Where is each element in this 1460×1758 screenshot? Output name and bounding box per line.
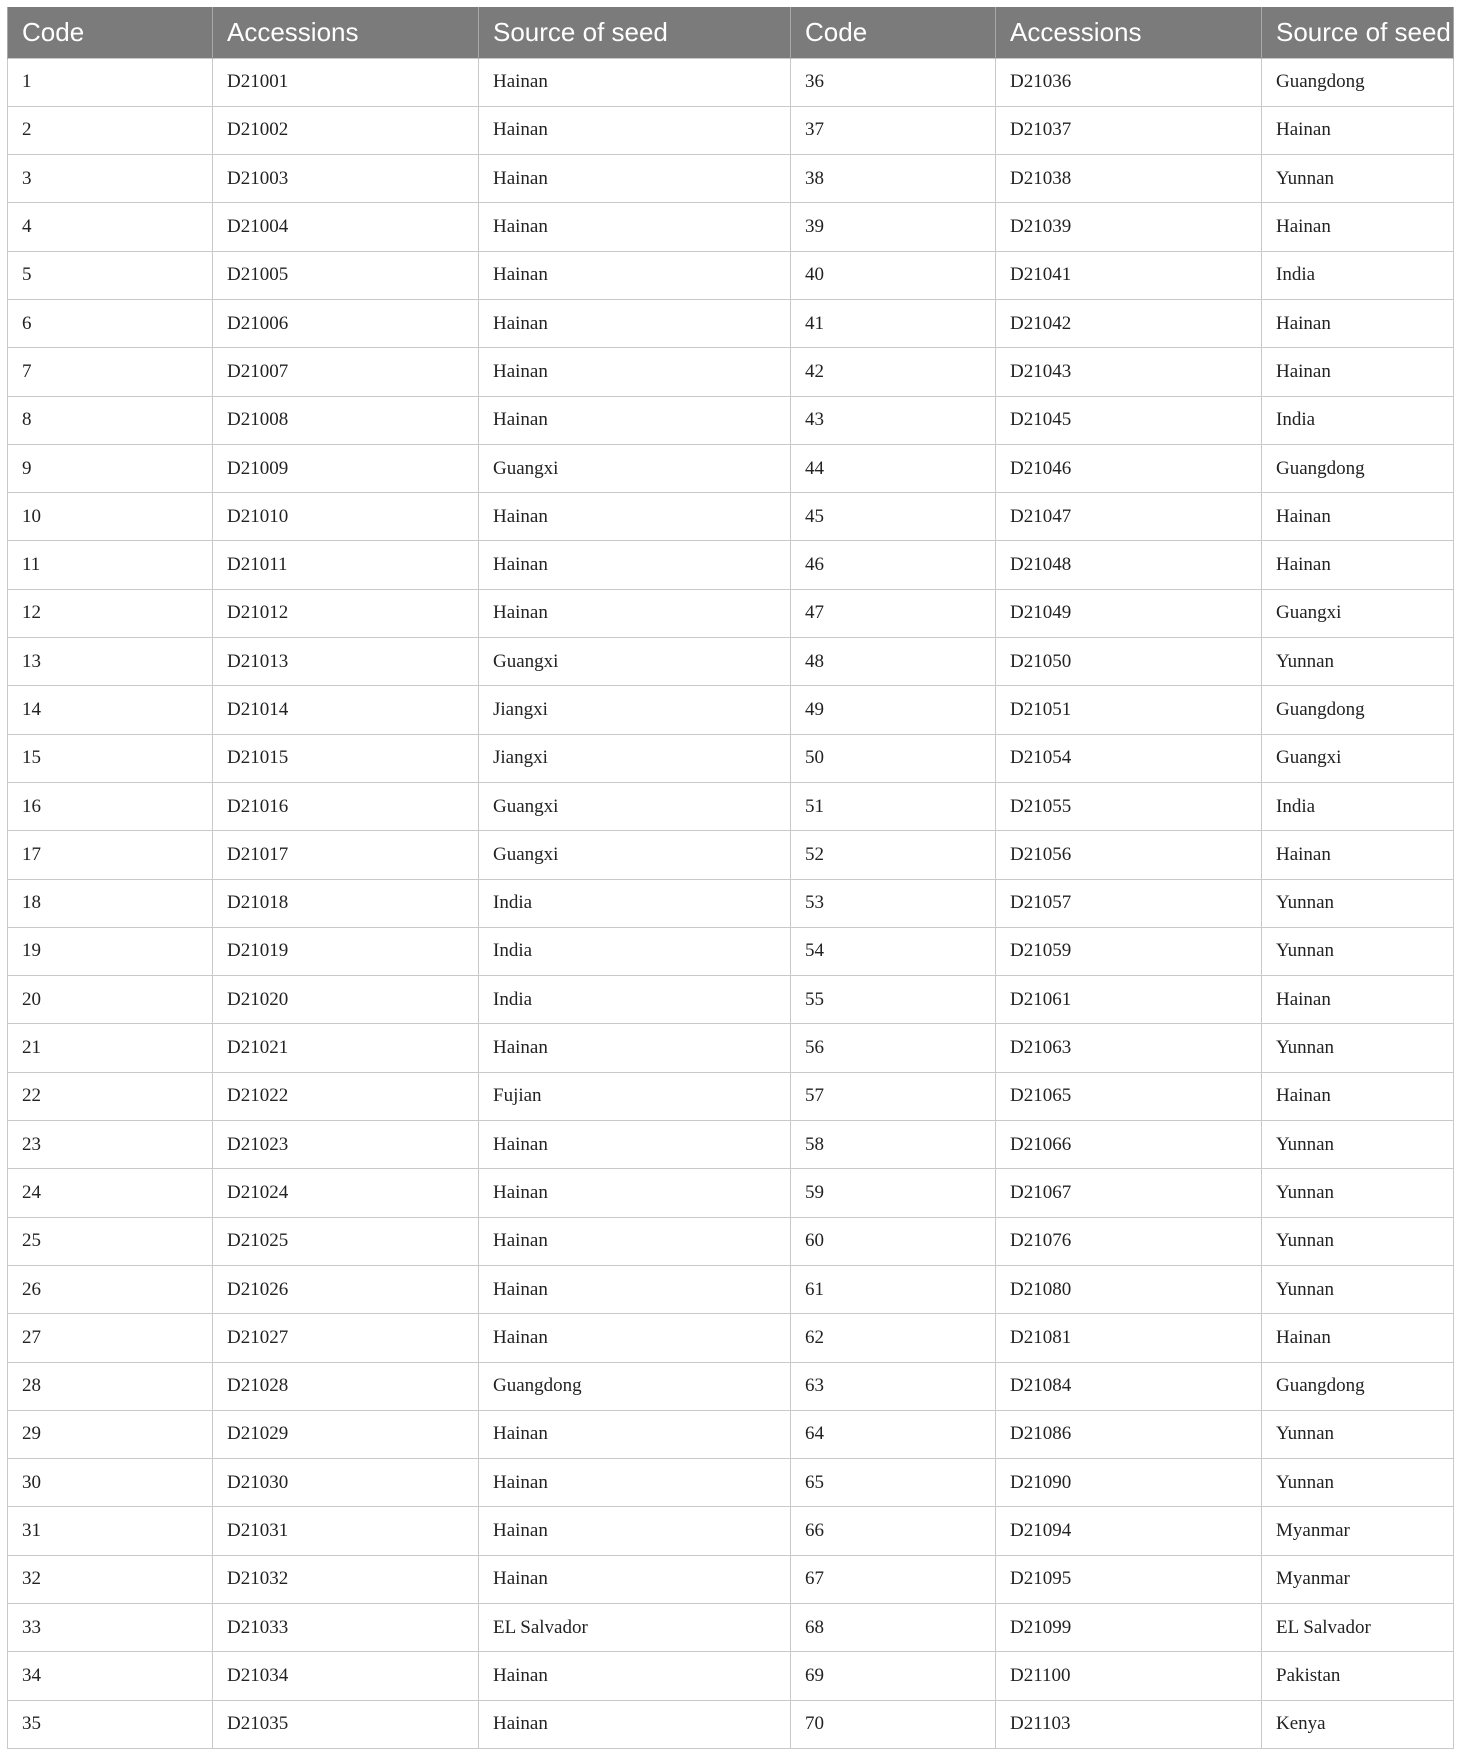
cell-source-of-seed: Yunnan <box>1262 638 1454 686</box>
cell-accession: D21055 <box>996 782 1262 830</box>
cell-code: 23 <box>8 1121 213 1169</box>
table-row <box>8 734 1454 782</box>
cell-code: 69 <box>791 1652 996 1700</box>
cell-code: 52 <box>791 831 996 879</box>
cell-code: 54 <box>791 927 996 975</box>
cell-source-of-seed: Yunnan <box>1262 1217 1454 1265</box>
cell-accession: D21017 <box>213 831 479 879</box>
cell-accession: D21028 <box>213 1362 479 1410</box>
cell-source-of-seed: Yunnan <box>1262 1459 1454 1507</box>
cell-code: 45 <box>791 493 996 541</box>
cell-code: 57 <box>791 1072 996 1120</box>
cell-accession: D21008 <box>213 396 479 444</box>
cell-accession: D21059 <box>996 927 1262 975</box>
cell-accession: D21038 <box>996 155 1262 203</box>
cell-source-of-seed: Fujian <box>479 1072 791 1120</box>
cell-source-of-seed: Guangxi <box>479 638 791 686</box>
cell-accession: D21042 <box>996 299 1262 347</box>
cell-accession: D21010 <box>213 493 479 541</box>
cell-accession: D21039 <box>996 203 1262 251</box>
table-row <box>8 927 1454 975</box>
cell-code: 32 <box>8 1555 213 1603</box>
cell-code: 38 <box>791 155 996 203</box>
cell-accession: D21003 <box>213 155 479 203</box>
cell-accession: D21061 <box>996 976 1262 1024</box>
cell-source-of-seed: Yunnan <box>1262 1121 1454 1169</box>
cell-source-of-seed: Hainan <box>1262 541 1454 589</box>
cell-source-of-seed: Hainan <box>479 1169 791 1217</box>
cell-source-of-seed: Hainan <box>1262 106 1454 154</box>
cell-code: 11 <box>8 541 213 589</box>
cell-code: 28 <box>8 1362 213 1410</box>
cell-source-of-seed: Hainan <box>1262 493 1454 541</box>
cell-accession: D21066 <box>996 1121 1262 1169</box>
table-row <box>8 879 1454 927</box>
cell-code: 60 <box>791 1217 996 1265</box>
cell-source-of-seed: Hainan <box>479 1700 791 1748</box>
cell-source-of-seed: Guangdong <box>1262 686 1454 734</box>
cell-accession: D21005 <box>213 251 479 299</box>
cell-code: 18 <box>8 879 213 927</box>
table-row <box>8 1459 1454 1507</box>
cell-source-of-seed: India <box>1262 251 1454 299</box>
cell-source-of-seed: Hainan <box>479 493 791 541</box>
cell-code: 49 <box>791 686 996 734</box>
cell-accession: D21021 <box>213 1024 479 1072</box>
cell-accession: D21009 <box>213 444 479 492</box>
header-source-of-seed: Source of seed <box>1262 7 1454 58</box>
table-row <box>8 1410 1454 1458</box>
table-row <box>8 203 1454 251</box>
table-row <box>8 155 1454 203</box>
cell-accession: D21043 <box>996 348 1262 396</box>
cell-accession: D21041 <box>996 251 1262 299</box>
cell-code: 51 <box>791 782 996 830</box>
cell-code: 4 <box>8 203 213 251</box>
cell-code: 53 <box>791 879 996 927</box>
cell-accession: D21011 <box>213 541 479 589</box>
header-source-of-seed: Source of seed <box>479 7 791 58</box>
cell-accession: D21001 <box>213 58 479 106</box>
cell-code: 62 <box>791 1314 996 1362</box>
cell-source-of-seed: Hainan <box>479 299 791 347</box>
cell-code: 17 <box>8 831 213 879</box>
cell-code: 13 <box>8 638 213 686</box>
cell-source-of-seed: Hainan <box>1262 831 1454 879</box>
cell-code: 8 <box>8 396 213 444</box>
cell-source-of-seed: Hainan <box>479 541 791 589</box>
cell-code: 61 <box>791 1265 996 1313</box>
cell-source-of-seed: Myanmar <box>1262 1507 1454 1555</box>
table-row <box>8 1652 1454 1700</box>
cell-accession: D21094 <box>996 1507 1262 1555</box>
cell-accession: D21067 <box>996 1169 1262 1217</box>
cell-source-of-seed: Hainan <box>479 203 791 251</box>
cell-accession: D21036 <box>996 58 1262 106</box>
table-row <box>8 686 1454 734</box>
cell-code: 12 <box>8 589 213 637</box>
cell-accession: D21100 <box>996 1652 1262 1700</box>
cell-accession: D21013 <box>213 638 479 686</box>
cell-source-of-seed: Yunnan <box>1262 879 1454 927</box>
table-row <box>8 638 1454 686</box>
cell-code: 68 <box>791 1604 996 1652</box>
cell-accession: D21056 <box>996 831 1262 879</box>
cell-accession: D21086 <box>996 1410 1262 1458</box>
cell-accession: D21032 <box>213 1555 479 1603</box>
cell-code: 1 <box>8 58 213 106</box>
table-row <box>8 396 1454 444</box>
table-row <box>8 106 1454 154</box>
cell-code: 65 <box>791 1459 996 1507</box>
cell-source-of-seed: Hainan <box>479 58 791 106</box>
cell-accession: D21006 <box>213 299 479 347</box>
cell-code: 24 <box>8 1169 213 1217</box>
cell-accession: D21019 <box>213 927 479 975</box>
cell-source-of-seed: Hainan <box>479 1121 791 1169</box>
cell-code: 48 <box>791 638 996 686</box>
cell-source-of-seed: Hainan <box>479 155 791 203</box>
table-row <box>8 1217 1454 1265</box>
cell-code: 66 <box>791 1507 996 1555</box>
cell-source-of-seed: Myanmar <box>1262 1555 1454 1603</box>
cell-source-of-seed: Hainan <box>479 1507 791 1555</box>
cell-accession: D21035 <box>213 1700 479 1748</box>
cell-accession: D21024 <box>213 1169 479 1217</box>
table-row <box>8 831 1454 879</box>
table-row <box>8 299 1454 347</box>
cell-code: 2 <box>8 106 213 154</box>
cell-code: 14 <box>8 686 213 734</box>
cell-accession: D21084 <box>996 1362 1262 1410</box>
accessions-table-container <box>7 7 1453 1749</box>
cell-code: 33 <box>8 1604 213 1652</box>
cell-accession: D21081 <box>996 1314 1262 1362</box>
cell-source-of-seed: Hainan <box>1262 976 1454 1024</box>
header-code: Code <box>8 7 213 58</box>
cell-code: 34 <box>8 1652 213 1700</box>
cell-accession: D21049 <box>996 589 1262 637</box>
table-row <box>8 1507 1454 1555</box>
cell-code: 7 <box>8 348 213 396</box>
cell-code: 27 <box>8 1314 213 1362</box>
cell-source-of-seed: Guangdong <box>1262 1362 1454 1410</box>
cell-accession: D21016 <box>213 782 479 830</box>
cell-code: 42 <box>791 348 996 396</box>
table-row <box>8 1362 1454 1410</box>
cell-accession: D21090 <box>996 1459 1262 1507</box>
cell-source-of-seed: Hainan <box>479 348 791 396</box>
cell-accession: D21030 <box>213 1459 479 1507</box>
cell-source-of-seed: Guangdong <box>1262 58 1454 106</box>
header-accessions: Accessions <box>213 7 479 58</box>
cell-accession: D21045 <box>996 396 1262 444</box>
cell-accession: D21027 <box>213 1314 479 1362</box>
cell-code: 20 <box>8 976 213 1024</box>
cell-source-of-seed: Hainan <box>479 251 791 299</box>
cell-code: 21 <box>8 1024 213 1072</box>
header-row <box>8 7 1454 58</box>
cell-source-of-seed: India <box>479 879 791 927</box>
cell-code: 35 <box>8 1700 213 1748</box>
cell-accession: D21054 <box>996 734 1262 782</box>
cell-source-of-seed: India <box>479 927 791 975</box>
cell-code: 70 <box>791 1700 996 1748</box>
table-row <box>8 976 1454 1024</box>
cell-source-of-seed: India <box>479 976 791 1024</box>
cell-source-of-seed: Hainan <box>479 1024 791 1072</box>
cell-accession: D21002 <box>213 106 479 154</box>
cell-source-of-seed: Hainan <box>1262 203 1454 251</box>
cell-accession: D21023 <box>213 1121 479 1169</box>
table-row <box>8 1169 1454 1217</box>
table-row <box>8 348 1454 396</box>
cell-code: 46 <box>791 541 996 589</box>
header-accessions: Accessions <box>996 7 1262 58</box>
table-row <box>8 1700 1454 1748</box>
cell-code: 5 <box>8 251 213 299</box>
cell-accession: D21065 <box>996 1072 1262 1120</box>
cell-code: 39 <box>791 203 996 251</box>
cell-code: 37 <box>791 106 996 154</box>
cell-source-of-seed: Yunnan <box>1262 1410 1454 1458</box>
cell-accession: D21004 <box>213 203 479 251</box>
cell-code: 16 <box>8 782 213 830</box>
cell-source-of-seed: India <box>1262 782 1454 830</box>
cell-source-of-seed: Hainan <box>1262 1314 1454 1362</box>
cell-code: 67 <box>791 1555 996 1603</box>
header-code: Code <box>791 7 996 58</box>
cell-source-of-seed: Jiangxi <box>479 734 791 782</box>
cell-code: 47 <box>791 589 996 637</box>
cell-source-of-seed: Hainan <box>479 1459 791 1507</box>
cell-source-of-seed: Hainan <box>479 1410 791 1458</box>
cell-source-of-seed: Kenya <box>1262 1700 1454 1748</box>
cell-source-of-seed: Hainan <box>479 589 791 637</box>
cell-code: 40 <box>791 251 996 299</box>
cell-source-of-seed: Guangdong <box>1262 444 1454 492</box>
cell-accession: D21025 <box>213 1217 479 1265</box>
cell-source-of-seed: Jiangxi <box>479 686 791 734</box>
cell-code: 15 <box>8 734 213 782</box>
cell-code: 44 <box>791 444 996 492</box>
cell-accession: D21014 <box>213 686 479 734</box>
cell-code: 36 <box>791 58 996 106</box>
cell-accession: D21031 <box>213 1507 479 1555</box>
cell-code: 29 <box>8 1410 213 1458</box>
table-row <box>8 58 1454 106</box>
cell-accession: D21022 <box>213 1072 479 1120</box>
cell-source-of-seed: Yunnan <box>1262 1169 1454 1217</box>
cell-accession: D21099 <box>996 1604 1262 1652</box>
table-row <box>8 1072 1454 1120</box>
cell-source-of-seed: Yunnan <box>1262 1265 1454 1313</box>
cell-source-of-seed: Hainan <box>479 1265 791 1313</box>
table-row <box>8 251 1454 299</box>
cell-code: 6 <box>8 299 213 347</box>
cell-source-of-seed: EL Salvador <box>479 1604 791 1652</box>
table-body <box>8 58 1454 1748</box>
cell-accession: D21080 <box>996 1265 1262 1313</box>
cell-source-of-seed: Guangxi <box>1262 589 1454 637</box>
cell-accession: D21046 <box>996 444 1262 492</box>
cell-code: 19 <box>8 927 213 975</box>
cell-code: 41 <box>791 299 996 347</box>
table-row <box>8 1604 1454 1652</box>
cell-source-of-seed: Hainan <box>479 1217 791 1265</box>
cell-source-of-seed: Guangxi <box>479 444 791 492</box>
cell-source-of-seed: Hainan <box>1262 1072 1454 1120</box>
table-row <box>8 493 1454 541</box>
cell-accession: D21076 <box>996 1217 1262 1265</box>
cell-source-of-seed: Guangxi <box>479 782 791 830</box>
table-row <box>8 444 1454 492</box>
table-row <box>8 1265 1454 1313</box>
cell-accession: D21012 <box>213 589 479 637</box>
table-row <box>8 1024 1454 1072</box>
cell-code: 43 <box>791 396 996 444</box>
cell-accession: D21048 <box>996 541 1262 589</box>
cell-source-of-seed: Hainan <box>1262 348 1454 396</box>
cell-code: 64 <box>791 1410 996 1458</box>
cell-source-of-seed: Guangxi <box>1262 734 1454 782</box>
cell-code: 22 <box>8 1072 213 1120</box>
cell-source-of-seed: Hainan <box>1262 299 1454 347</box>
cell-code: 3 <box>8 155 213 203</box>
table-row <box>8 541 1454 589</box>
cell-code: 26 <box>8 1265 213 1313</box>
cell-code: 50 <box>791 734 996 782</box>
cell-code: 30 <box>8 1459 213 1507</box>
cell-code: 10 <box>8 493 213 541</box>
table-row <box>8 782 1454 830</box>
cell-source-of-seed: Hainan <box>479 1555 791 1603</box>
cell-source-of-seed: Hainan <box>479 106 791 154</box>
cell-code: 59 <box>791 1169 996 1217</box>
cell-accession: D21037 <box>996 106 1262 154</box>
cell-accession: D21007 <box>213 348 479 396</box>
cell-code: 55 <box>791 976 996 1024</box>
cell-source-of-seed: Yunnan <box>1262 927 1454 975</box>
cell-code: 31 <box>8 1507 213 1555</box>
cell-source-of-seed: Pakistan <box>1262 1652 1454 1700</box>
cell-source-of-seed: Hainan <box>479 1314 791 1362</box>
table-row <box>8 589 1454 637</box>
cell-accession: D21103 <box>996 1700 1262 1748</box>
cell-source-of-seed: Guangxi <box>479 831 791 879</box>
cell-accession: D21063 <box>996 1024 1262 1072</box>
cell-source-of-seed: India <box>1262 396 1454 444</box>
cell-code: 63 <box>791 1362 996 1410</box>
cell-source-of-seed: Yunnan <box>1262 1024 1454 1072</box>
cell-code: 25 <box>8 1217 213 1265</box>
cell-accession: D21020 <box>213 976 479 1024</box>
cell-code: 56 <box>791 1024 996 1072</box>
cell-source-of-seed: Yunnan <box>1262 155 1454 203</box>
cell-accession: D21033 <box>213 1604 479 1652</box>
table-row <box>8 1555 1454 1603</box>
cell-source-of-seed: Guangdong <box>479 1362 791 1410</box>
cell-code: 9 <box>8 444 213 492</box>
table-row <box>8 1314 1454 1362</box>
table-header <box>8 7 1454 58</box>
cell-accession: D21018 <box>213 879 479 927</box>
cell-code: 58 <box>791 1121 996 1169</box>
cell-accession: D21015 <box>213 734 479 782</box>
accessions-table <box>7 7 1454 1749</box>
cell-accession: D21095 <box>996 1555 1262 1603</box>
cell-accession: D21051 <box>996 686 1262 734</box>
cell-accession: D21034 <box>213 1652 479 1700</box>
cell-source-of-seed: EL Salvador <box>1262 1604 1454 1652</box>
cell-accession: D21047 <box>996 493 1262 541</box>
cell-source-of-seed: Hainan <box>479 396 791 444</box>
cell-accession: D21026 <box>213 1265 479 1313</box>
cell-accession: D21050 <box>996 638 1262 686</box>
cell-source-of-seed: Hainan <box>479 1652 791 1700</box>
cell-accession: D21029 <box>213 1410 479 1458</box>
table-row <box>8 1121 1454 1169</box>
cell-accession: D21057 <box>996 879 1262 927</box>
